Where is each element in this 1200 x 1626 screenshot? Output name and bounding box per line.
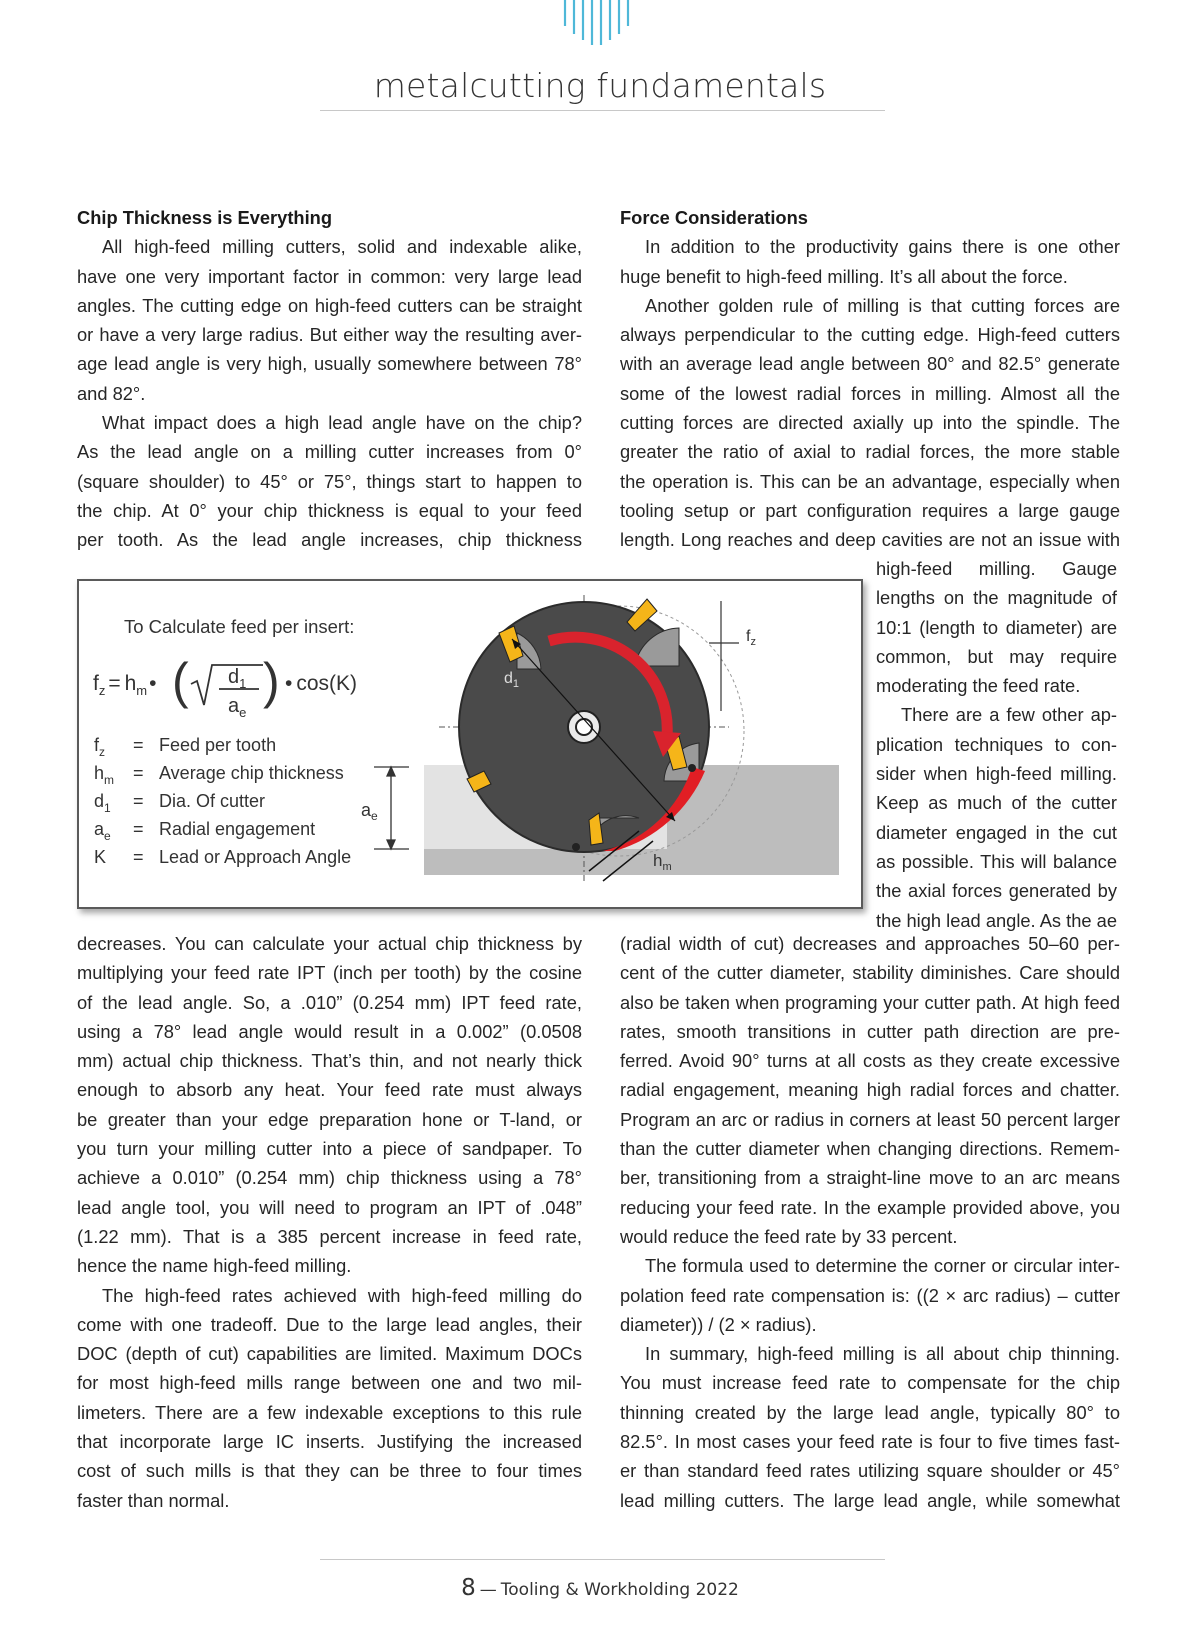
svg-text:•cos(K): • cos(K) — [285, 672, 358, 695]
legend-equals: = — [133, 763, 144, 783]
text-line: sider when high-feed milling. — [876, 763, 1117, 785]
text-line: (radial width of cut) decreases and approaches 50–60 per- — [620, 933, 1120, 954]
text-line: reducing your feed rate. In the example provided above, you — [620, 1196, 1120, 1218]
text-line: would reduce the feed rate by 33 percent. — [620, 1225, 958, 1247]
right-column-bottom — [620, 929, 1120, 1515]
text-line: lengths on the magnitude of — [876, 587, 1117, 609]
legend-equals: = — [133, 847, 144, 867]
legend-equals: = — [133, 791, 144, 811]
text-line: per tooth. As the lead angle increases, chip thickness — [77, 529, 582, 551]
legend-symbol: $a_e$ — [94, 819, 111, 843]
legend-description: Lead or Approach Angle — [159, 847, 352, 867]
text-line: of the lead angle. So, a .010” (0.254 mm) IPT feed rate, — [77, 991, 582, 1013]
footer-divider — [320, 1559, 885, 1560]
text-line: All high-feed milling cutters, solid and indexable alike, — [102, 236, 582, 258]
text-line: using a 78° lead angle would result in a 0.002” (0.0508 — [77, 1020, 582, 1042]
footer-dash: — — [479, 1580, 497, 1600]
fz-label: $f_z$ — [746, 628, 756, 648]
text-line: you turn your milling cutter into a piece of sandpaper. To — [77, 1138, 582, 1160]
text-line: achieve a 0.010” (0.254 mm) chip thickness using a 78° — [77, 1167, 582, 1189]
text-line: with an average lead angle between 80° and 82.5° generate — [620, 353, 1120, 375]
text-line: cent of the cutter diameter, stability diminishes. Care should — [620, 962, 1120, 984]
hm-label: $h_m$ — [653, 851, 672, 873]
text-line: DOC (depth of cut) capabilities are limited. Maximum DOCs — [77, 1343, 582, 1365]
text-line: always perpendicular to the cutting edge. High-feed cutters — [620, 324, 1120, 346]
text-line: decreases. You can calculate your actual chip thickness by — [77, 933, 582, 954]
legend-equals: = — [133, 735, 144, 755]
legend-symbol: $f_z$ — [94, 735, 106, 759]
text-line: the high lead angle. As the ae — [876, 909, 1117, 931]
text-line: 82.5°. In most cases your feed rate is four to five times fast- — [620, 1431, 1120, 1453]
text-line: that incorporate large IC inserts. Justifying the increased — [77, 1431, 582, 1453]
header-decoration — [563, 0, 643, 48]
text-line: 10:1 (length to diameter) are — [876, 616, 1117, 638]
text-line: some of the lowest radial forces in milling. Almost all the — [620, 382, 1120, 404]
text-line: the operation is. This can be an advantage, especially when — [620, 470, 1120, 492]
text-line: Keep as much of the cutter — [876, 792, 1117, 814]
page-number: 8 — [461, 1575, 476, 1601]
cutter-bore — [576, 719, 592, 735]
text-line: The high-feed rates achieved with high-feed milling do — [102, 1284, 582, 1306]
legend-description: Feed per tooth — [159, 735, 277, 755]
cutter-diagram — [79, 581, 861, 907]
svg-text:): ) — [263, 653, 280, 709]
text-line: angles. The cutting edge on high-feed cutters can be straight — [77, 294, 582, 316]
text-line: for most high-feed mills range between one and two mil- — [77, 1372, 582, 1394]
fz-dimension — [709, 601, 739, 711]
left-column-top — [77, 203, 582, 555]
text-line: In addition to the productivity gains there is one other — [645, 236, 1120, 258]
text-line: (1.22 mm). That is a 385 percent increase in feed rate, — [77, 1225, 582, 1247]
formula — [93, 653, 357, 720]
page-title: metalcutting fundamentals — [373, 66, 827, 105]
svg-text:fz=hm•: $f_z$ = $h_m•$ — [93, 672, 157, 698]
text-line: mm) actual chip thickness. That’s thin, and not nearly thick — [77, 1050, 582, 1072]
legend-description: Average chip thickness — [159, 763, 344, 783]
text-line: multiplying your feed rate IPT (inch per tooth) by the cosine — [77, 962, 582, 984]
page-footer — [0, 1575, 1200, 1601]
legend-description: Dia. Of cutter — [159, 791, 266, 811]
text-line: As the lead angle on a milling cutter increases from 0° — [77, 441, 582, 463]
legend-equals: = — [133, 819, 144, 839]
section-heading-force-considerations: Force Considerations — [620, 207, 808, 228]
text-line: greater the ratio of axial to radial forces, the more stable — [620, 441, 1120, 463]
text-line: There are a few other ap- — [901, 704, 1117, 726]
text-line: come with one tradeoff. Due to the large lead angles, their — [77, 1313, 582, 1335]
text-line: also be taken when programing your cutter path. At high feed — [620, 991, 1120, 1013]
publication-name: Tooling & Workholding 2022 — [500, 1580, 739, 1600]
ae-label: $a_e$ — [361, 800, 378, 823]
text-line: as possible. This will balance — [876, 850, 1117, 872]
text-line: the chip. At 0° your chip thickness is equal to your feed — [77, 499, 582, 521]
svg-text:(: ( — [172, 653, 189, 709]
text-line: ferred. Avoid 90° turns at all costs as they create excessive — [620, 1050, 1120, 1072]
legend-description: Radial engagement — [159, 819, 316, 839]
text-line: In summary, high-feed milling is all about chip thinning. — [645, 1343, 1120, 1365]
svg-text:d1: $d_1$ — [228, 666, 247, 691]
text-line: What impact does a high lead angle have on the chip? — [102, 412, 582, 434]
text-line: You must increase feed rate to compensate for the chip — [620, 1372, 1120, 1394]
feed-calculation-figure — [77, 579, 863, 909]
text-line: faster than normal. — [77, 1489, 230, 1511]
legend-symbol: $d_1$ — [94, 791, 111, 815]
text-line: Program an arc or radius in corners at least 50 percent larger — [620, 1108, 1120, 1130]
text-line: high-feed milling. Gauge — [876, 558, 1117, 579]
section-heading-chip-thickness: Chip Thickness is Everything — [77, 207, 332, 228]
d1-label: $d_1$ — [504, 670, 520, 690]
text-line: cutting forces are directed axially up into the spindle. The — [620, 412, 1120, 434]
text-line: and 82°. — [77, 382, 146, 404]
text-line: than the cutter diameter when changing directions. Remem- — [620, 1138, 1120, 1160]
text-line: radial engagement, meaning high radial forces and chatter. — [620, 1079, 1120, 1101]
ae-dimension — [374, 767, 409, 849]
header-divider — [320, 110, 885, 111]
text-line: be greater than your edge preparation hone or T-land, or — [77, 1108, 582, 1130]
text-line: hence the name high-feed milling. — [77, 1255, 352, 1277]
text-line: er than standard feed rates utilizing square shoulder or 45° — [620, 1460, 1120, 1482]
text-line: polation feed rate compensation is: ((2 × arc radius) – cutter — [620, 1284, 1120, 1306]
right-column-top — [620, 203, 1120, 555]
text-line: have one very important factor in common: very large lead — [77, 265, 582, 287]
text-line: thinning created by the large lead angle, typically 80° to — [620, 1401, 1120, 1423]
legend-symbol: K — [94, 847, 107, 867]
text-line: age lead angle is very high, usually somewhere between 78° — [77, 353, 582, 375]
text-line: lead milling cutters. The large lead angle, while somewhat — [620, 1489, 1120, 1511]
text-line: or have a very large radius. But either way the resulting aver- — [77, 324, 582, 346]
text-line: limeters. There are a few indexable exceptions to this rule — [77, 1401, 582, 1423]
text-line: Another golden rule of milling is that cutting forces are — [645, 294, 1120, 316]
text-line: cost of such mills is that they can be three to four times — [77, 1460, 582, 1482]
right-column-narrow — [876, 554, 1117, 935]
text-line: (square shoulder) to 45° or 75°, things start to happen to — [77, 470, 582, 492]
text-line: plication techniques to con- — [876, 733, 1117, 755]
text-line: rates, smooth transitions in cutter path direction are pre- — [620, 1020, 1120, 1042]
formula-legend — [94, 735, 351, 867]
left-column-bottom — [77, 929, 582, 1515]
text-line: lead angle tool, you will need to program an IPT of .048” — [77, 1196, 582, 1218]
text-line: tooling setup or part configuration requires a large gauge — [620, 499, 1120, 521]
text-line: huge benefit to high-feed milling. It’s all about the force. — [620, 265, 1068, 287]
text-line: The formula used to determine the corner or circular inter- — [645, 1255, 1120, 1277]
text-line: common, but may require — [876, 645, 1117, 667]
text-line: the axial forces generated by — [876, 880, 1117, 902]
text-line: diameter engaged in the cut — [876, 821, 1117, 843]
text-line: diameter)) / (2 × radius). — [620, 1313, 817, 1335]
legend-symbol: $h_m$ — [94, 763, 115, 787]
text-line: moderating the feed rate. — [876, 675, 1081, 697]
text-line: length. Long reaches and deep cavities are not an issue with — [620, 529, 1120, 551]
svg-text:ae: $a_e$ — [228, 695, 247, 720]
text-line: enough to absorb any heat. Your feed rate must always — [77, 1079, 582, 1101]
figure-title: To Calculate feed per insert: — [124, 616, 355, 637]
text-line: ber, transitioning from a straight-line move to an arc means — [620, 1167, 1120, 1189]
